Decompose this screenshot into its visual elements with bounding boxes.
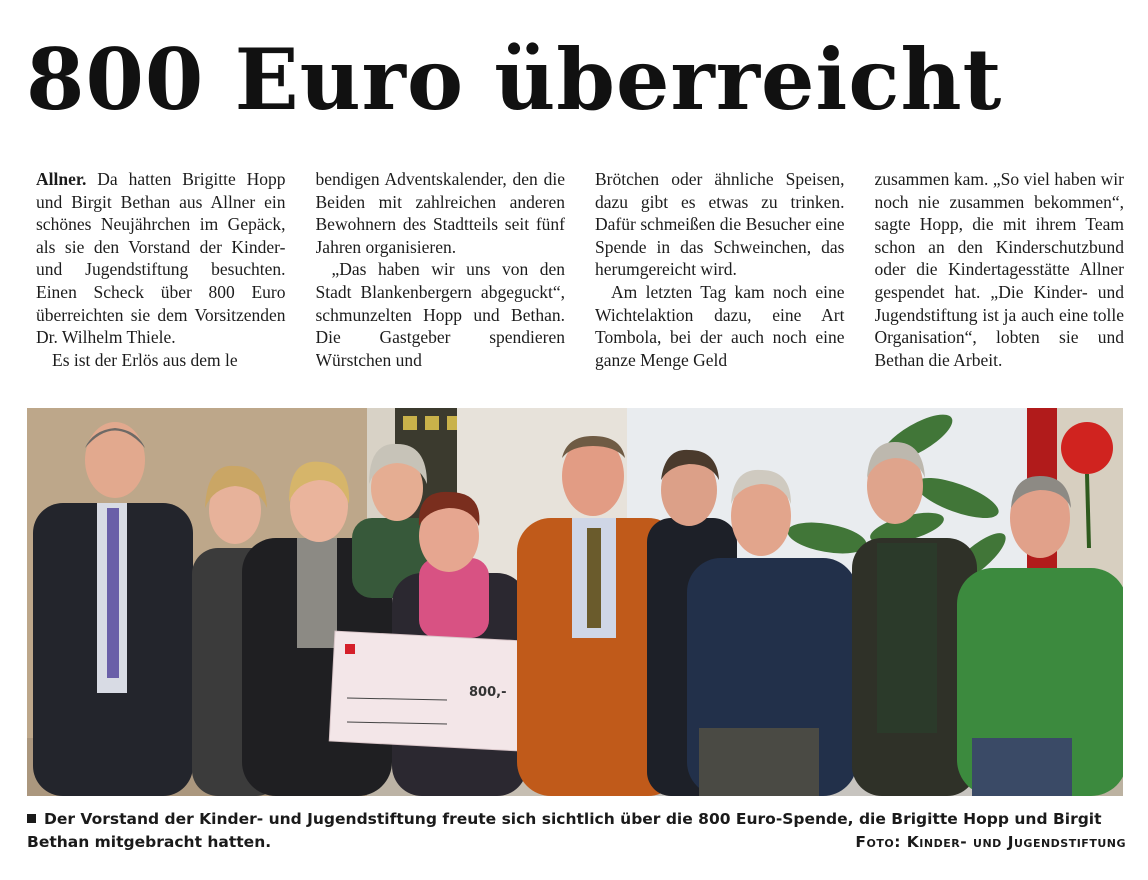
group-photo	[27, 408, 1123, 796]
caption-text: Der Vorstand der Kinder- und Jugendstiftung freute sich sichtlich über die 800 Euro-Spende, die Brigitte Hopp und Birgit Bethan mitgebracht hatten.	[27, 810, 1102, 851]
paragraph	[36, 168, 286, 349]
article-body	[36, 168, 1124, 396]
article-column-2	[316, 168, 566, 396]
paragraph: zusammen kam. „So viel haben wir noch nie zusammen bekommen“, sagte Hopp, die mit ihrem Team schon an den Kinderschutzbund oder die Kindertagesstätte Allner gespendet hat. „Die Kinder- und Jugendstiftung ist ja auch eine tolle Organisation“, lobten sie und Bethan die Arbeit.	[874, 169, 1124, 370]
check	[329, 631, 524, 751]
caption-bullet-icon	[27, 814, 36, 823]
paragraph: „Das haben wir uns von den Stadt Blankenbergern abgeguckt“, schmunzelten Hopp und Bethan. Die Gastgeber spendieren Würstchen und	[315, 259, 565, 370]
paragraph: Brötchen oder ähnliche Speisen, dazu gibt es etwas zu trinken. Dafür schmeißen die Besucher eine Spende in das Schweinchen, das herumgereicht wird.	[595, 169, 845, 280]
article-column-3	[595, 168, 845, 396]
paragraph: Am letzten Tag kam noch eine Wichtelaktion dazu, eine Art Tombola, bei der auch noch eine ganze Menge Geld	[595, 281, 845, 370]
check-amount: 800,-	[469, 685, 507, 700]
paragraph-text: Da hatten Brigitte Hopp und Birgit Bethan aus Allner ein schönes Neujährchen im Gepäck, als sie den Vorstand der Kinder- und Jugendstiftung besuchten. Einen Scheck über 800 Euro überreichten sie dem Vorsitzenden Dr. Wilhelm Thiele.	[36, 169, 286, 348]
article-column-1	[36, 168, 286, 396]
dateline: Allner.	[36, 169, 87, 189]
headline: 800 Euro überreicht	[26, 30, 1003, 129]
photo-credit: Foto: Kinder- und Jugendstiftung	[855, 833, 1126, 851]
article-column-4	[875, 168, 1125, 396]
photo-illustration	[27, 408, 1123, 796]
paragraph: bendigen Adventskalender, den die Beiden mit zahlreichen anderen Bewohnern des Stadtteils seit fünf Jahren organisieren.	[315, 169, 565, 257]
paragraph: Es ist der Erlös aus dem le	[52, 349, 238, 370]
